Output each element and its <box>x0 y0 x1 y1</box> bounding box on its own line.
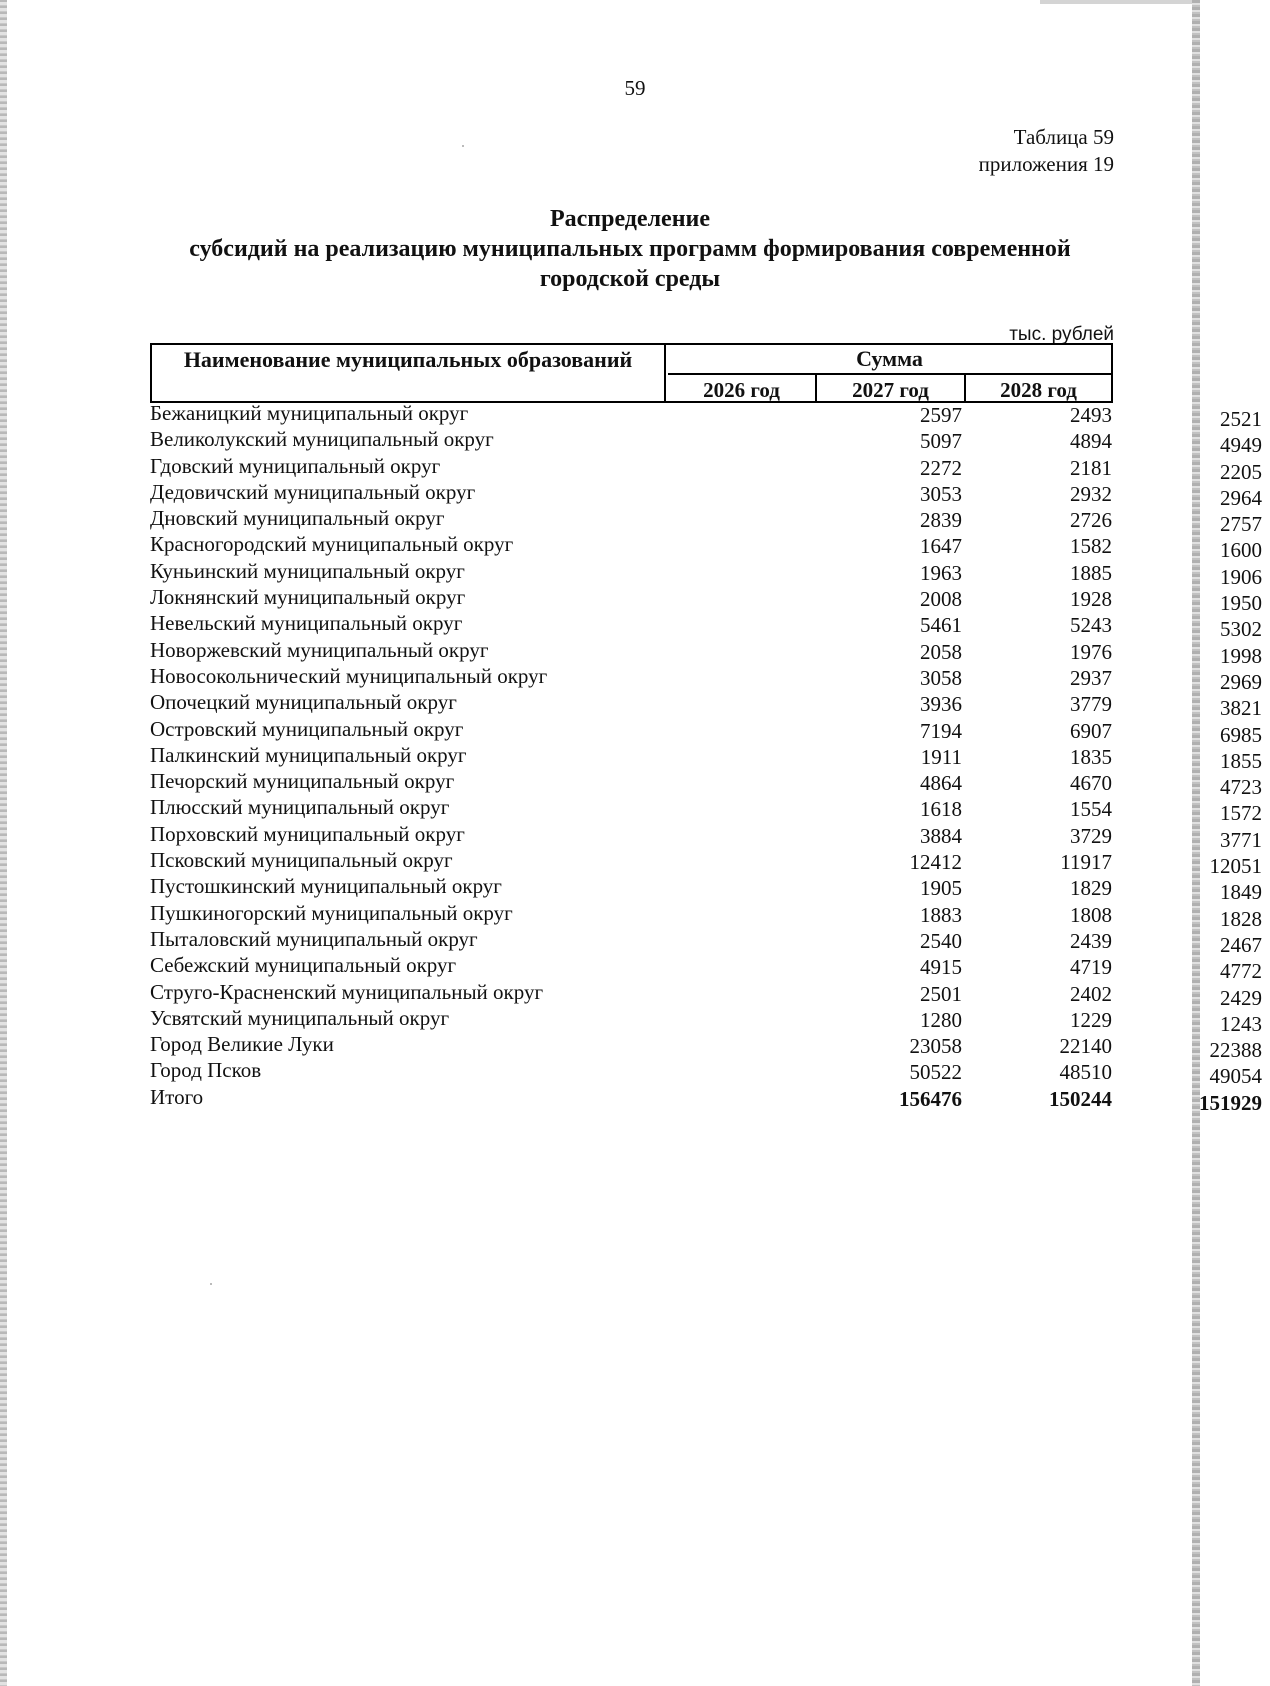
table-row <box>150 427 1262 458</box>
table-reference-line: Таблица 59 <box>1013 125 1114 149</box>
value-2028: 1849 <box>1220 880 1262 905</box>
value-2028: 1906 <box>1220 564 1262 589</box>
value-2027: 1928 <box>1070 587 1112 612</box>
value-2026: 1647 <box>920 534 962 559</box>
title-line: Распределение <box>549 206 711 232</box>
value-2028: 6985 <box>1220 722 1262 747</box>
table-reference-line: приложения 19 <box>978 152 1114 176</box>
value-2026: 1618 <box>920 797 962 822</box>
value-2026: 2058 <box>920 639 962 664</box>
municipality-name: Пушкиногорский муниципальный округ <box>150 900 513 925</box>
value-2028: 1998 <box>1220 643 1262 668</box>
municipality-name: Бежаницкий муниципальный округ <box>150 401 469 425</box>
value-2026: 3058 <box>920 665 962 690</box>
value-2028: 3771 <box>1220 827 1262 852</box>
document-title <box>170 204 1090 294</box>
table-row <box>150 742 1262 773</box>
value-2028: 1600 <box>1220 538 1262 563</box>
value-2027: 2402 <box>1070 981 1112 1006</box>
municipality-name: Новоржевский муниципальный округ <box>150 637 489 662</box>
value-2026: 7194 <box>920 718 962 743</box>
value-2028: 1828 <box>1220 906 1262 931</box>
municipality-name: Гдовский муниципальный округ <box>150 453 441 478</box>
municipality-name: Локнянский муниципальный округ <box>150 585 466 610</box>
value-2027: 1229 <box>1070 1007 1112 1032</box>
value-2027: 4894 <box>1070 429 1112 454</box>
value-2028: 2467 <box>1220 932 1262 957</box>
value-2026: 2008 <box>920 587 962 612</box>
municipality-name: Усвятский муниципальный округ <box>150 1005 450 1030</box>
value-2028: 2429 <box>1220 985 1262 1010</box>
value-2027: 4670 <box>1070 771 1112 796</box>
value-2026: 50522 <box>909 1060 962 1085</box>
municipality-name: Куньинский муниципальный округ <box>150 558 465 583</box>
value-2027: 1554 <box>1070 797 1112 822</box>
value-2026: 2597 <box>920 403 962 427</box>
value-2027: 2937 <box>1070 665 1112 690</box>
table-reference <box>900 124 1114 178</box>
scan-edge-left <box>0 0 7 1686</box>
municipality-name: Порховский муниципальный округ <box>150 821 465 846</box>
value-2027: 1582 <box>1070 534 1112 559</box>
table-row <box>150 585 1262 616</box>
table-row <box>150 453 1262 484</box>
scan-speck <box>462 145 464 147</box>
municipality-name: Дедовичский муниципальный округ <box>150 479 476 504</box>
table-row <box>150 558 1262 589</box>
value-2028: 4772 <box>1220 959 1262 984</box>
table-row <box>150 926 1262 957</box>
value-2027: 4719 <box>1070 955 1112 980</box>
table-row <box>150 1032 1262 1063</box>
value-2026: 2501 <box>920 981 962 1006</box>
municipality-name: Красногородский муниципальный округ <box>150 532 514 557</box>
value-2026: 4864 <box>920 771 962 796</box>
value-2028: 5302 <box>1220 617 1262 642</box>
value-2028: 3821 <box>1220 696 1262 721</box>
municipality-name: Себежский муниципальный округ <box>150 953 457 978</box>
value-2028: 2205 <box>1220 459 1262 484</box>
value-2027: 2726 <box>1070 508 1112 533</box>
total-label: Итого <box>150 1084 204 1109</box>
header-sum: Сумма <box>668 345 1111 375</box>
table-row <box>150 821 1262 852</box>
table-row <box>150 663 1262 694</box>
title-line: городской среды <box>539 266 721 292</box>
value-2027: 11917 <box>1060 850 1112 875</box>
total-2027: 150244 <box>1049 1086 1112 1111</box>
value-2028: 1243 <box>1220 1011 1262 1036</box>
municipality-name: Пустошкинский муниципальный округ <box>150 874 502 899</box>
value-2027: 1829 <box>1070 876 1112 901</box>
municipality-name: Опочецкий муниципальный округ <box>150 690 457 715</box>
value-2028: 22388 <box>1209 1038 1262 1063</box>
municipality-name: Город Псков <box>150 1058 262 1083</box>
value-2026: 1883 <box>920 902 962 927</box>
scan-edge-top <box>1040 0 1192 4</box>
value-2026: 4915 <box>920 955 962 980</box>
table-row <box>150 1005 1262 1036</box>
municipality-name: Псковский муниципальный округ <box>150 848 453 873</box>
value-2027: 2439 <box>1070 928 1112 953</box>
table-row <box>150 848 1262 879</box>
municipality-name: Великолукский муниципальный округ <box>150 427 494 452</box>
municipality-name: Пыталовский муниципальный округ <box>150 926 478 951</box>
value-2027: 3729 <box>1070 823 1112 848</box>
value-2028: 4949 <box>1220 433 1262 458</box>
municipality-name: Палкинский муниципальный округ <box>150 742 467 767</box>
value-2026: 1280 <box>920 1007 962 1032</box>
value-2026: 1905 <box>920 876 962 901</box>
table-row <box>150 769 1262 800</box>
value-2027: 3779 <box>1070 692 1112 717</box>
header-year-2028: 2028 год <box>1000 378 1077 402</box>
table-row <box>150 953 1262 984</box>
value-2028: 1572 <box>1220 801 1262 826</box>
total-2028: 151929 <box>1199 1090 1262 1115</box>
table-row <box>150 1058 1262 1089</box>
table-row <box>150 637 1262 668</box>
municipality-name: Островский муниципальный округ <box>150 716 464 741</box>
header-year-2027: 2027 год <box>817 375 966 401</box>
table-row <box>150 874 1262 905</box>
table-row <box>150 506 1262 537</box>
value-2027: 1885 <box>1070 560 1112 585</box>
value-2026: 3884 <box>920 823 962 848</box>
value-2027: 2493 <box>1070 403 1112 427</box>
title-line: субсидий на реализацию муниципальных программ формирования современной <box>189 236 1071 262</box>
units-label: тыс. рублей <box>1009 324 1114 345</box>
table-row <box>150 401 1262 431</box>
table-row <box>150 900 1262 931</box>
value-2027: 1808 <box>1070 902 1112 927</box>
value-2027: 6907 <box>1070 718 1112 743</box>
municipality-name: Дновский муниципальный округ <box>150 506 445 531</box>
municipality-name: Новосокольнический муниципальный округ <box>150 663 548 688</box>
value-2027: 1976 <box>1070 639 1112 664</box>
table-row <box>150 979 1262 1010</box>
value-2027: 48510 <box>1059 1060 1112 1085</box>
value-2027: 5243 <box>1070 613 1112 638</box>
value-2028: 49054 <box>1209 1064 1262 1089</box>
table-row <box>150 611 1262 642</box>
value-2026: 23058 <box>909 1034 962 1059</box>
header-year-2026: 2026 год <box>668 375 817 401</box>
value-2026: 3936 <box>920 692 962 717</box>
scan-speck <box>210 1283 212 1285</box>
value-2028: 2969 <box>1220 669 1262 694</box>
value-2027: 22140 <box>1059 1034 1112 1059</box>
value-2026: 12412 <box>909 850 962 875</box>
table-header <box>150 343 1113 403</box>
table-row <box>150 690 1262 721</box>
value-2026: 3053 <box>920 481 962 506</box>
value-2026: 5461 <box>920 613 962 638</box>
value-2026: 2540 <box>920 928 962 953</box>
table-row <box>150 532 1262 563</box>
table-row <box>150 716 1262 747</box>
value-2028: 12051 <box>1209 854 1262 879</box>
header-name-column: Наименование муниципальных образований <box>152 345 666 401</box>
table-row <box>150 479 1262 510</box>
value-2028: 2521 <box>1220 407 1262 431</box>
value-2026: 1911 <box>920 744 962 769</box>
value-2028: 4723 <box>1220 775 1262 800</box>
value-2027: 2181 <box>1070 455 1112 480</box>
value-2026: 5097 <box>920 429 962 454</box>
municipality-name: Печорский муниципальный округ <box>150 769 455 794</box>
municipality-name: Невельский муниципальный округ <box>150 611 463 636</box>
municipality-name: Город Великие Луки <box>150 1032 334 1057</box>
municipality-name: Плюсский муниципальный округ <box>150 795 450 820</box>
value-2028: 1855 <box>1220 748 1262 773</box>
total-row <box>150 1084 1262 1115</box>
table-body <box>150 401 1262 1115</box>
total-2026: 156476 <box>899 1086 962 1111</box>
value-2028: 2964 <box>1220 485 1262 510</box>
table-row <box>150 795 1262 826</box>
value-2026: 2839 <box>920 508 962 533</box>
value-2026: 1963 <box>920 560 962 585</box>
value-2028: 2757 <box>1220 512 1262 537</box>
municipality-name: Струго-Красненский муниципальный округ <box>150 979 544 1004</box>
value-2028: 1950 <box>1220 591 1262 616</box>
value-2026: 2272 <box>920 455 962 480</box>
value-2027: 2932 <box>1070 481 1112 506</box>
value-2027: 1835 <box>1070 744 1112 769</box>
page-number: 59 <box>624 76 646 100</box>
